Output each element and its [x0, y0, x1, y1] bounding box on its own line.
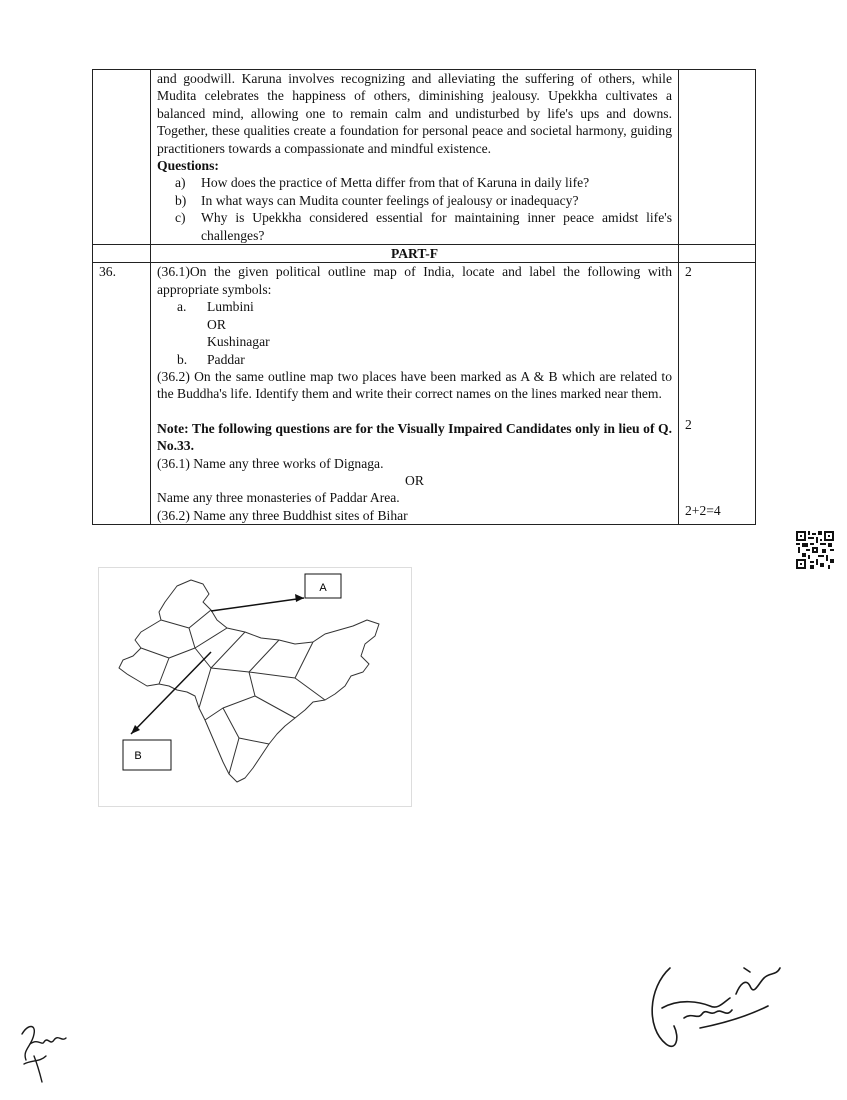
- question-marker: c): [175, 210, 186, 226]
- item-text: Kushinagar: [207, 334, 270, 350]
- qr-code: [796, 531, 834, 569]
- place-list: [157, 298, 672, 368]
- spacer: [157, 403, 672, 420]
- question-text: In what ways can Mudita counter feelings of jealousy or inadequacy?: [201, 192, 579, 208]
- part-heading: PART-F: [151, 245, 679, 263]
- passage-text: and goodwill. Karuna involves recognizing and alleviating the suffering of others, while Mudita celebrates the happiness of others, diminishing jealousy. Upekkha cultivates a balanced mind, allowing one to remain calm and undisturbed by life's ups and downs. Together, these qualities create a foundation for personal peace and societal harmony, guiding practitioners towards a compassionate and mindful existence.: [157, 71, 672, 156]
- question-36-cell: [151, 263, 679, 525]
- india-outline-map: [98, 567, 412, 807]
- question-text: How does the practice of Metta differ from that of Karuna in daily life?: [201, 175, 590, 191]
- question-marker: b): [175, 192, 187, 208]
- passage-cell: [151, 70, 679, 245]
- vi-question-2: Name any three monasteries of Paddar Area.: [157, 490, 400, 506]
- list-item: [177, 316, 672, 333]
- questions-heading: Questions:: [157, 158, 219, 174]
- q36-part1: (36.1)On the given political outline map of India, locate and label the following with appropriate symbols:: [157, 264, 672, 297]
- signature-left: [14, 1016, 74, 1086]
- table-row: [93, 263, 756, 525]
- vi-question-3: (36.2) Name any three Buddhist sites of Bihar: [157, 507, 408, 523]
- or-text: OR: [405, 472, 424, 488]
- list-item: [175, 209, 672, 244]
- item-marker: a.: [177, 299, 187, 315]
- q36-part2: (36.2) On the same outline map two places have been marked as A & B which are related to the Buddha's life. Identify them and write their correct names on the lines marked near them.: [157, 368, 672, 402]
- item-text: OR: [207, 316, 226, 332]
- list-item: [177, 351, 672, 368]
- item-marker: [177, 333, 207, 350]
- vi-question-1: (36.1) Name any three works of Dignaga.: [157, 455, 384, 471]
- question-number-cell: [93, 70, 151, 245]
- item-text: Paddar: [207, 351, 245, 367]
- list-item: [177, 333, 672, 350]
- question-marker: a): [175, 175, 186, 191]
- empty-cell: [93, 245, 151, 263]
- marks-value: 2+2=4: [685, 503, 721, 519]
- marks-value: 2: [685, 264, 692, 280]
- vi-note: Note: The following questions are for the Visually Impaired Candidates only in lieu of Q. No.33.: [157, 420, 672, 454]
- table-row: [93, 70, 756, 245]
- map-drawing: [99, 568, 411, 806]
- marker-label-a: A: [319, 582, 327, 594]
- marks-value: 2: [685, 416, 692, 432]
- marks-cell: [679, 263, 756, 525]
- list-item: [177, 298, 672, 315]
- list-item: [175, 192, 672, 209]
- marker-label-b: B: [134, 750, 142, 762]
- question-text: Why is Upekkha considered essential for maintaining inner peace amidst life's challenges?: [201, 210, 672, 243]
- questions-list: [157, 174, 672, 244]
- signature-right: [640, 948, 790, 1058]
- question-table: [92, 69, 756, 525]
- item-marker: b.: [177, 351, 188, 367]
- marker-box-b: [123, 740, 171, 770]
- item-text: Lumbini: [207, 299, 254, 315]
- question-number: 36.: [93, 263, 151, 525]
- list-item: [175, 174, 672, 191]
- item-marker: [177, 316, 207, 333]
- empty-cell: [679, 245, 756, 263]
- table-row: [93, 245, 756, 263]
- marks-cell: [679, 70, 756, 245]
